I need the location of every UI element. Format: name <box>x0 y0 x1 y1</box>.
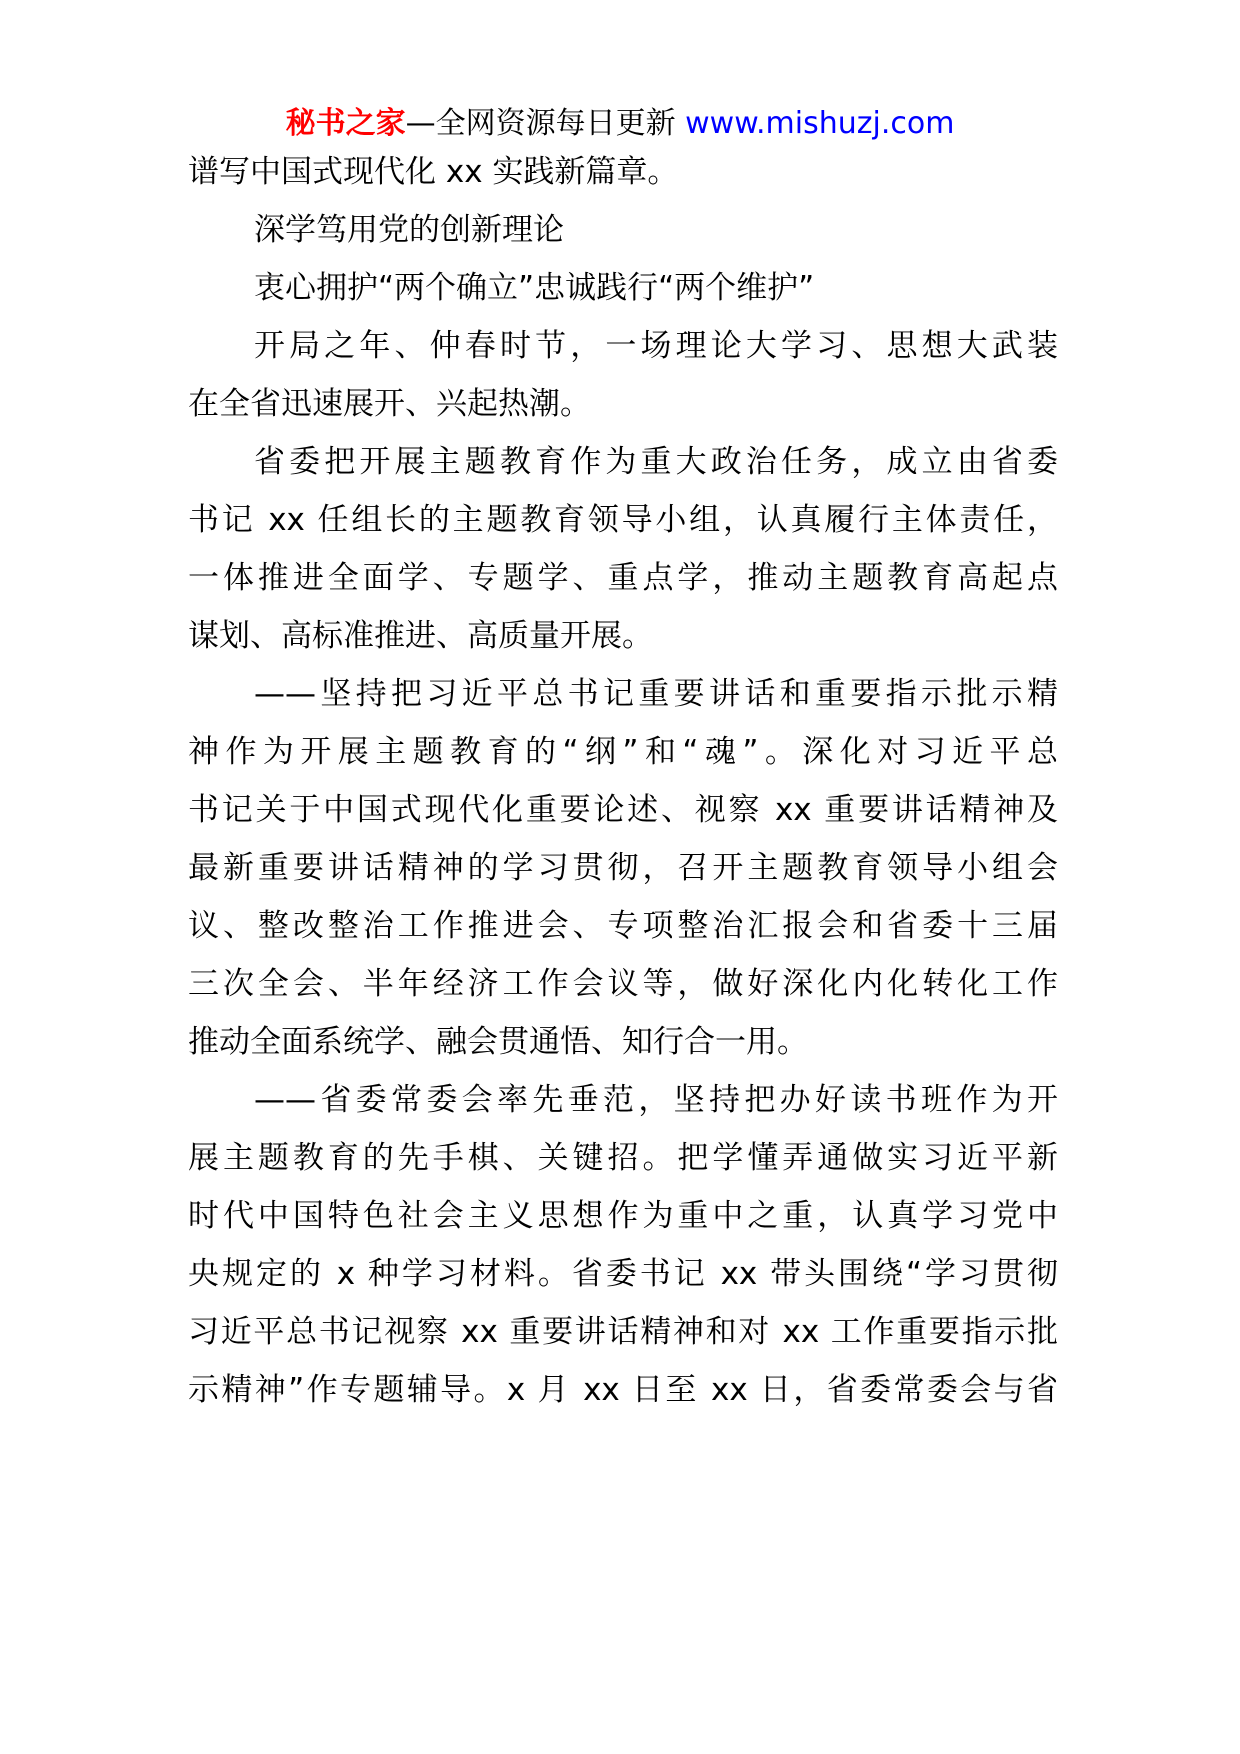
text-line: ——坚持把习近平总书记重要讲话和重要指示批示精 <box>254 676 1058 712</box>
site-url-link[interactable]: www.mishuzj.com <box>685 106 955 141</box>
text-line: 央规定的 x 种学习材料。省委书记 xx 带头围绕“学习贯彻 <box>188 1256 1058 1292</box>
text-line: 习近平总书记视察 xx 重要讲话精神和对 xx 工作重要指示批 <box>188 1314 1058 1350</box>
text-line: 书记关于中国式现代化重要论述、视察 xx 重要讲话精神及 <box>188 792 1058 828</box>
brand-name: 秘书之家 <box>285 106 406 141</box>
text-line: 议、整改整治工作推进会、专项整治汇报会和省委十三届 <box>188 908 1058 944</box>
text-line: 省委把开展主题教育作为重大政治任务，成立由省委 <box>254 444 1058 480</box>
text-line: 谱写中国式现代化 xx 实践新篇章。 <box>188 154 679 190</box>
text-line: ——省委常委会率先垂范，坚持把办好读书班作为开 <box>254 1082 1058 1118</box>
header-tagline: —全网资源每日更新 <box>405 106 676 141</box>
section-subheading: 衷心拥护“两个确立”忠诚践行“两个维护” <box>254 270 815 306</box>
text-line: 一体推进全面学、专题学、重点学，推动主题教育高起点 <box>188 560 1058 596</box>
text-line: 神作为开展主题教育的“纲”和“魂”。深化对习近平总 <box>188 734 1058 770</box>
text-line: 示精神”作专题辅导。x 月 xx 日至 xx 日，省委常委会与省 <box>188 1372 1058 1408</box>
text-line: 时代中国特色社会主义思想作为重中之重，认真学习党中 <box>188 1198 1058 1234</box>
text-line: 开局之年、仲春时节，一场理论大学习、思想大武装 <box>254 328 1058 364</box>
text-line: 最新重要讲话精神的学习贯彻，召开主题教育领导小组会 <box>188 850 1058 886</box>
section-heading: 深学笃用党的创新理论 <box>254 212 564 248</box>
text-line: 推动全面系统学、融会贯通悟、知行合一用。 <box>188 1024 808 1060</box>
text-line: 谋划、高标准推进、高质量开展。 <box>188 618 653 654</box>
text-line: 三次全会、半年经济工作会议等，做好深化内化转化工作 <box>188 966 1058 1002</box>
text-line: 书记 xx 任组长的主题教育领导小组，认真履行主体责任， <box>188 502 1058 538</box>
text-line: 在全省迅速展开、兴起热潮。 <box>188 386 591 422</box>
text-line: 展主题教育的先手棋、关键招。把学懂弄通做实习近平新 <box>188 1140 1058 1176</box>
page-header <box>0 104 1240 144</box>
